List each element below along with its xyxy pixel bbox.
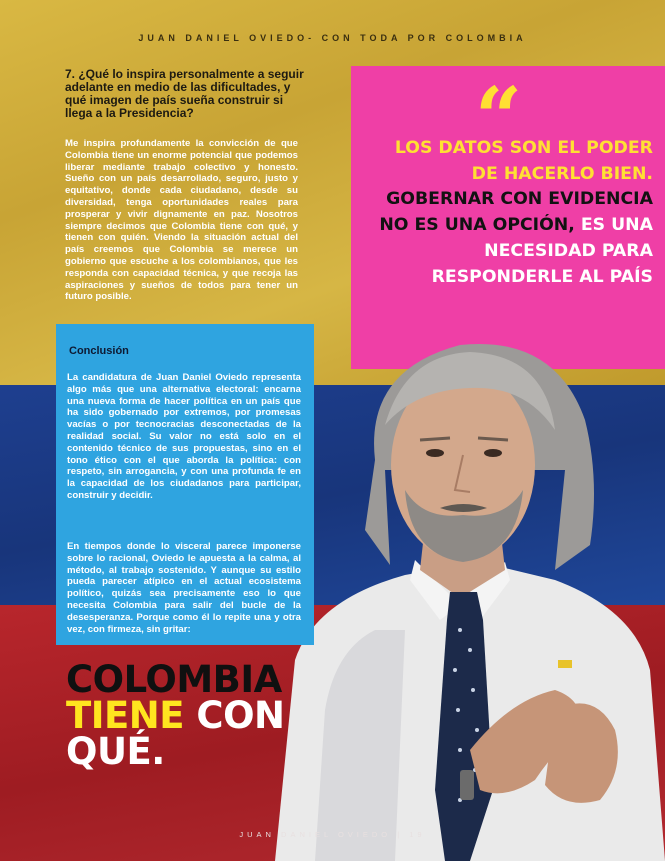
- quote-mark-icon: “: [475, 70, 523, 166]
- conclusion-paragraph-1: La candidatura de Juan Daniel Oviedo representa algo más que una alternativa electoral: encarna una nueva forma de hacer política en un país que ha sido gobernado por extremos, por promesas vacías o por tecnocracias desconectadas de la realidad social. Su valor no está solo en el contenido técnico de sus propuestas, sino en el tono ético con el que aborda la política: con respeto, sin arrogancia, y con una profunda fe en la capacidad de los ciudadanos para participar, construir y decidir.: [67, 372, 301, 501]
- slogan: [66, 658, 285, 773]
- running-header: JUAN DANIEL OVIEDO- CON TODA POR COLOMBIA: [138, 33, 527, 43]
- interview-answer: Me inspira profundamente la convicción de que Colombia tiene un enorme potencial que podemos liberar mediante trabajo colectivo y honesto. Sueño con un país desarrollado, seguro, justo y equitativo, donde cada ciudadano, desde su diversidad, tenga oportunidades reales para prosperar y vivir dignamente en paz. Nosotros siempre decimos que Colombia tiene con qué, y tienen con quién. Viendo la situación actual del país creemos que Colombia se merece un gobierno que escuche a los colombianos, que les responda con capacidad técnica, y que recoja las aspiraciones y sueños de todos para tener un futuro posible.: [65, 138, 298, 303]
- slogan-word-con: CON: [196, 694, 285, 737]
- slogan-line-3: QUÉ.: [66, 730, 165, 773]
- conclusion-paragraph-2: En tiempos donde lo visceral parece imponerse sobre lo racional, Oviedo le apuesta a la calma, al método, al trabajo sostenido. Y aunque su estilo pueda parecer atípico en el actual ecosistema político, quizás sea precisamente eso lo que necesita Colombia para salir del bucle de la desesperanza. Porque como él lo repite una y otra vez, con firmeza, sin gritar:: [67, 541, 301, 635]
- pull-quote-part-2: GOBERNAR CON EVIDENCIA NO ES UNA OPCIÓN,: [379, 189, 653, 236]
- slogan-line-2: [66, 694, 285, 737]
- slogan-word-tiene: TIENE: [66, 694, 185, 737]
- interview-question: 7. ¿Qué lo inspira personalmente a seguir adelante en medio de las dificultades, y qué imagen de país sueña construir si llega a la Presidencia?: [65, 67, 304, 120]
- portrait-photo: [255, 330, 665, 861]
- slogan-line-1: COLOMBIA: [66, 658, 282, 701]
- conclusion-title: Conclusión: [69, 345, 129, 357]
- pull-quote: [365, 136, 653, 290]
- pull-quote-part-3: ES UNA NECESIDAD PARA RESPONDERLE AL PAÍS: [431, 215, 653, 287]
- pull-quote-part-1: LOS DATOS SON EL PODER DE HACERLO BIEN.: [394, 138, 653, 184]
- page-footer: JUAN DANIEL OVIEDO | 19: [239, 830, 426, 839]
